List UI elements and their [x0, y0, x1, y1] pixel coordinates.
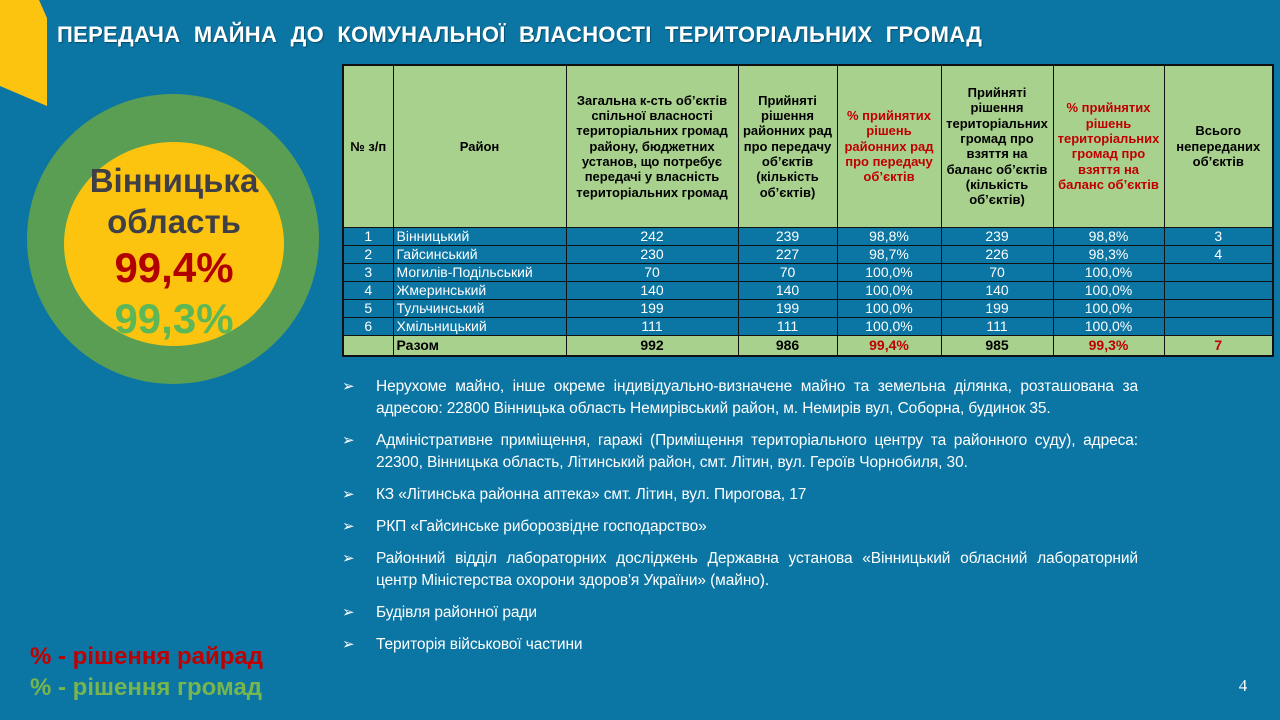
header-cell-untransferred: Всього непереданих об’єктів	[1164, 65, 1273, 227]
bullet-item	[342, 484, 1138, 506]
badge-percent-hromad: 99,3%	[114, 295, 234, 342]
arrow-bullet-icon: ➢	[342, 604, 355, 621]
badge-region-name-line2: область	[107, 203, 241, 240]
cell-rayrad-count: 111	[738, 317, 837, 335]
cell-rayrad-pct: 100,0%	[837, 281, 941, 299]
cell-rayrad-pct: 100,0%	[837, 317, 941, 335]
legend-rayrad: % - рішення райрад	[30, 643, 264, 670]
cell-district: Жмеринський	[393, 281, 566, 299]
badge-percent-rayrad: 99,4%	[114, 244, 234, 291]
bullet-text: Районний відділ лабораторних досліджень Державна установа «Вінницький обласний лабораторний центр Міністерства охорони здоров'я України» (майно).	[376, 550, 1138, 589]
header-cell-hromad-percent: % прийнятих рішень територіальних громад про взяття на баланс об’єктів	[1053, 65, 1164, 227]
cell-hromad-pct: 100,0%	[1053, 317, 1164, 335]
cell-rayrad-count: 70	[738, 263, 837, 281]
table-row-haisynskyi	[343, 245, 1273, 263]
arrow-bullet-icon: ➢	[342, 486, 355, 503]
header-cell-district: Район	[393, 65, 566, 227]
bullet-item	[342, 516, 1138, 538]
cell-total: 230	[566, 245, 738, 263]
cell-rayrad-count: 199	[738, 299, 837, 317]
header-cell-total-objects: Загальна к-сть об’єктів спільної власності територіальних громад району, бюджетних установ, що потребує передачі у власність територіальних громад	[566, 65, 738, 227]
slide-title: ПЕРЕДАЧА МАЙНА ДО КОМУНАЛЬНОЇ ВЛАСНОСТІ ТЕРИТОРІАЛЬНИХ ГРОМАД	[57, 22, 983, 47]
cell-total-untransferred: 7	[1164, 335, 1273, 356]
cell-row-number: 3	[343, 263, 393, 281]
bullet-text: Будівля районної ради	[376, 604, 537, 621]
region-badge	[44, 160, 304, 344]
cell-total-label: Разом	[393, 335, 566, 356]
cell-rayrad-count: 239	[738, 227, 837, 245]
cell-district: Могилів-Подільський	[393, 263, 566, 281]
cell-district: Гайсинський	[393, 245, 566, 263]
badge-region-name-line1: Вінницька	[89, 162, 259, 199]
cell-untransferred	[1164, 263, 1273, 281]
table-total-row	[343, 335, 1273, 356]
bullet-list	[342, 376, 1138, 666]
bullet-item	[342, 430, 1138, 474]
cell-hromad-count: 111	[941, 317, 1053, 335]
cell-total: 199	[566, 299, 738, 317]
arrow-bullet-icon: ➢	[342, 636, 355, 653]
cell-total: 242	[566, 227, 738, 245]
cell-total-rayrad-pct: 99,4%	[837, 335, 941, 356]
cell-untransferred	[1164, 317, 1273, 335]
cell-district: Хмільницький	[393, 317, 566, 335]
cell-row-number: 6	[343, 317, 393, 335]
cell-row-number: 2	[343, 245, 393, 263]
table-row-khmilnytskyi	[343, 317, 1273, 335]
cell-total-hromad-pct: 99,3%	[1053, 335, 1164, 356]
bullet-text: РКП «Гайсинське риборозвідне господарство»	[376, 518, 707, 535]
percent-legend	[30, 641, 263, 703]
cell-hromad-pct: 98,8%	[1053, 227, 1164, 245]
cell-total: 140	[566, 281, 738, 299]
cell-total: 70	[566, 263, 738, 281]
bullet-item	[342, 634, 1138, 656]
arrow-bullet-icon: ➢	[342, 550, 355, 567]
cell-hromad-pct: 98,3%	[1053, 245, 1164, 263]
header-cell-hromad-decisions: Прийняті рішення територіальних громад про взяття на баланс об’єктів (кількість об’єктів)	[941, 65, 1053, 227]
cell-rayrad-pct: 100,0%	[837, 299, 941, 317]
table-row-mohyliv-podilskyi	[343, 263, 1273, 281]
cell-hromad-count: 70	[941, 263, 1053, 281]
cell-row-number: 4	[343, 281, 393, 299]
cell-rayrad-pct: 98,7%	[837, 245, 941, 263]
cell-rayrad-pct: 98,8%	[837, 227, 941, 245]
table-header-row	[343, 65, 1273, 227]
cell-hromad-count: 226	[941, 245, 1053, 263]
cell-district: Тульчинський	[393, 299, 566, 317]
table-row-vinnytskyi	[343, 227, 1273, 245]
cell-empty	[343, 335, 393, 356]
cell-untransferred: 3	[1164, 227, 1273, 245]
arrow-bullet-icon: ➢	[342, 518, 355, 535]
header-cell-rayrad-decisions: Прийняті рішення районних рад про передачу об’єктів (кількість об’єктів)	[738, 65, 837, 227]
cell-row-number: 5	[343, 299, 393, 317]
cell-hromad-count: 140	[941, 281, 1053, 299]
bullet-text: Територія військової частини	[376, 636, 583, 653]
corner-accent-shape	[0, 0, 54, 112]
table-row-zhmerynskyi	[343, 281, 1273, 299]
property-transfer-table	[342, 64, 1274, 357]
cell-district: Вінницький	[393, 227, 566, 245]
cell-untransferred	[1164, 281, 1273, 299]
cell-hromad-count: 239	[941, 227, 1053, 245]
arrow-bullet-icon: ➢	[342, 432, 355, 449]
cell-total-rayrad-count: 986	[738, 335, 837, 356]
cell-row-number: 1	[343, 227, 393, 245]
bullet-item	[342, 548, 1138, 592]
cell-rayrad-count: 140	[738, 281, 837, 299]
page-number: 4	[1238, 676, 1248, 695]
cell-hromad-pct: 100,0%	[1053, 263, 1164, 281]
cell-rayrad-count: 227	[738, 245, 837, 263]
cell-untransferred	[1164, 299, 1273, 317]
cell-hromad-count: 199	[941, 299, 1053, 317]
cell-hromad-pct: 100,0%	[1053, 281, 1164, 299]
cell-hromad-pct: 100,0%	[1053, 299, 1164, 317]
cell-total: 111	[566, 317, 738, 335]
cell-total-objects: 992	[566, 335, 738, 356]
cell-untransferred: 4	[1164, 245, 1273, 263]
cell-rayrad-pct: 100,0%	[837, 263, 941, 281]
legend-hromad: % - рішення громад	[30, 674, 263, 701]
table-row-tulchynskyi	[343, 299, 1273, 317]
bullet-text: Адміністративне приміщення, гаражі (Приміщення територіального центру та районного суду), адреса: 22300, Вінницька область, Літинський район, смт. Літин, вул. Героїв Чорнобиля, 30.	[376, 432, 1138, 471]
arrow-bullet-icon: ➢	[342, 378, 355, 395]
cell-total-hromad-count: 985	[941, 335, 1053, 356]
header-cell-rayrad-percent: % прийнятих рішень районних рад про передачу об’єктів	[837, 65, 941, 227]
bullet-item	[342, 376, 1138, 420]
header-cell-number: № з/п	[343, 65, 393, 227]
bullet-item	[342, 602, 1138, 624]
bullet-text: КЗ «Літинська районна аптека» смт. Літин, вул. Пирогова, 17	[376, 486, 807, 503]
bullet-text: Нерухоме майно, інше окреме індивідуально-визначене майно та земельна ділянка, розташована за адресою: 22800 Вінницька область Немирівський район, м. Немирів вул, Соборна, будинок 35.	[376, 378, 1138, 417]
